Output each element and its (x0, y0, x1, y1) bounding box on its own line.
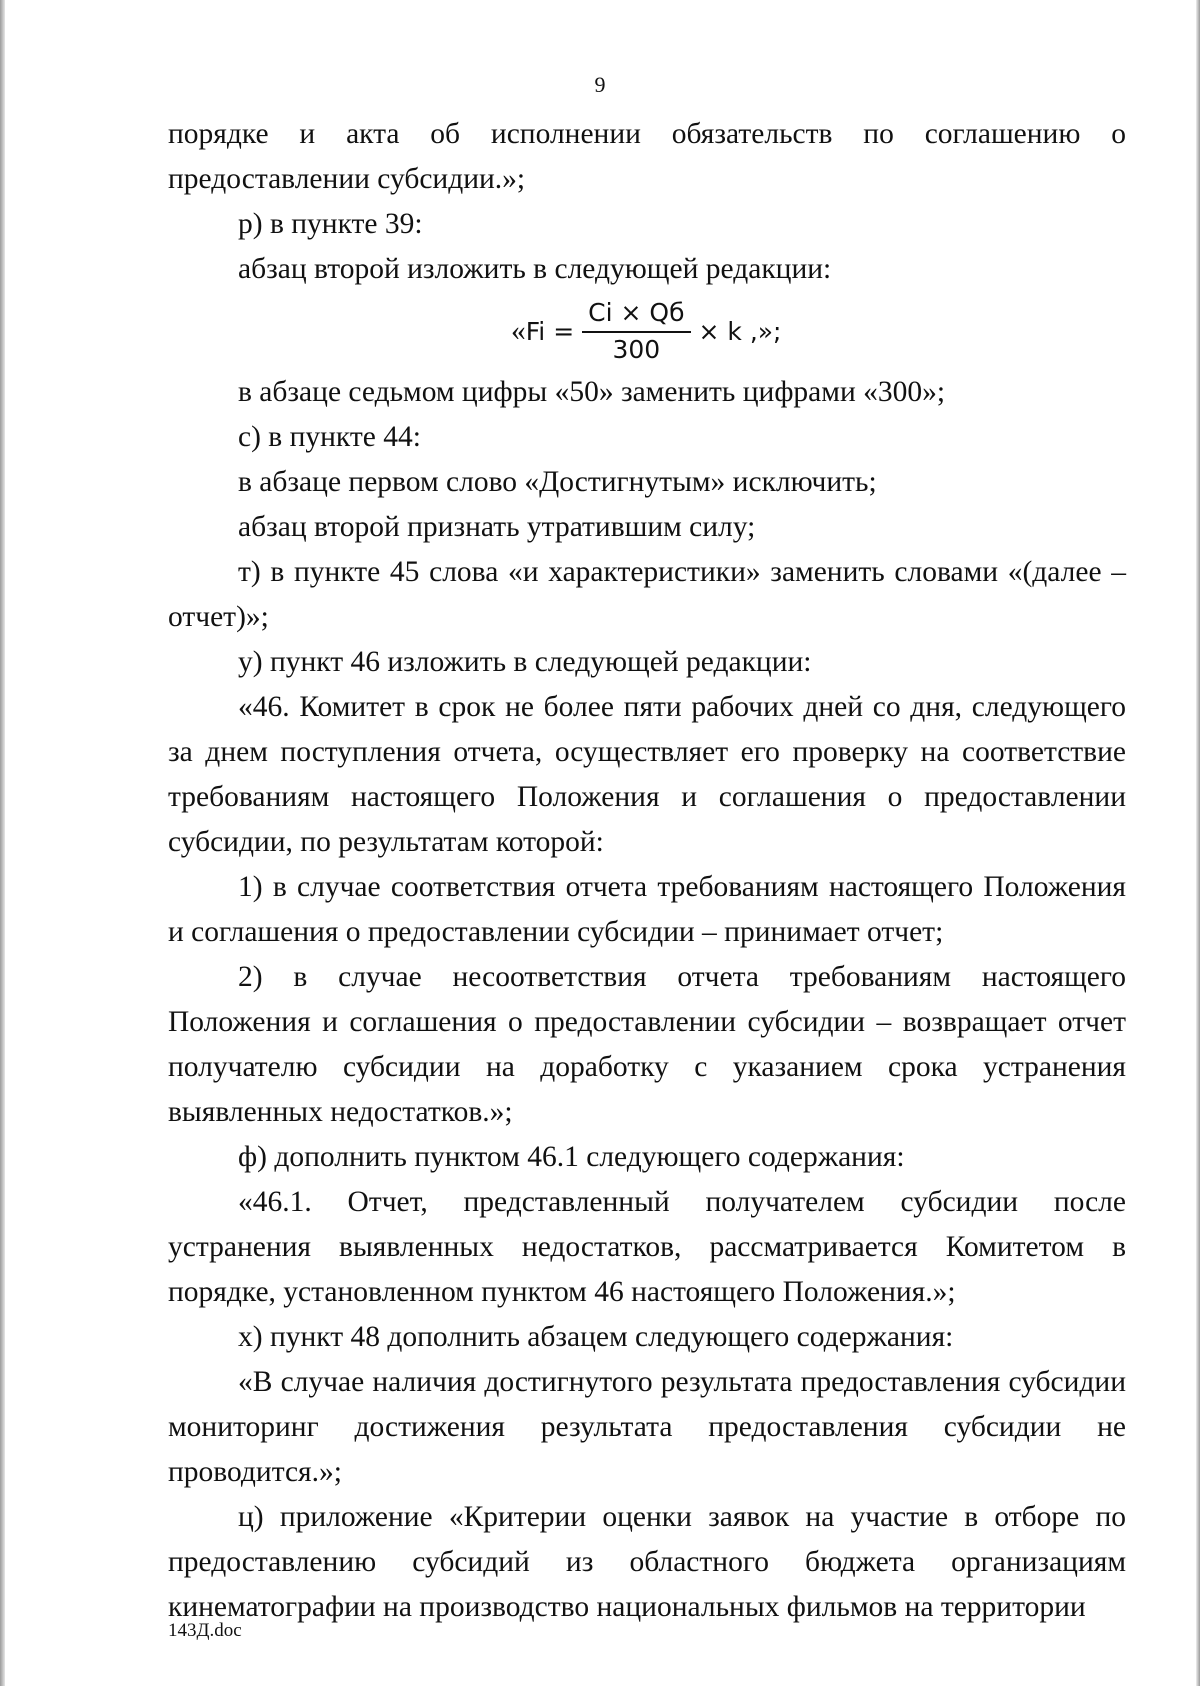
paragraph-item-f: ф) дополнить пунктом 46.1 следующего содержания: (238, 1141, 905, 1173)
formula-open-quote: « (511, 314, 526, 347)
paragraph-item-r: р) в пункте 39: (238, 208, 423, 240)
paragraph-subitem-2: 2) в случае несоответствия отчета требованиям настоящего Положения и соглашения о предоставлении субсидии – возвращает отчет получателю субсидии на доработку с указанием срока устранения выявленных недостатков.»; (168, 961, 1126, 1128)
formula-numerator: Ci × Qб (582, 300, 690, 333)
paragraph-point-46-1: «46.1. Отчет, представленный получателем субсидии после устранения выявленных недостатков, рассматривается Комитетом в порядке, установленном пунктом 46 настоящего Положения.»; (168, 1186, 1126, 1308)
paragraph-item-t: т) в пункте 45 слова «и характеристики» заменить словами «(далее – отчет)»; (168, 556, 1126, 633)
formula-rhs: × k ,»; (698, 316, 782, 346)
paragraph-monitoring: «В случае наличия достигнутого результата предоставления субсидии мониторинг достижения результата предоставления субсидии не проводится.»; (168, 1366, 1126, 1488)
file-name-footer: 143Д.doc (168, 1620, 242, 1641)
paragraph-subitem-1: 1) в случае соответствия отчета требованиям настоящего Положения и соглашения о предоставлении субсидии – принимает отчет; (168, 871, 1126, 948)
formula-fraction (582, 300, 690, 362)
formula-lhs: Fi = (525, 316, 575, 346)
paragraph-abzac-second: абзац второй изложить в следующей редакции: (238, 253, 832, 285)
page-number: 9 (594, 72, 606, 97)
formula-fi (168, 292, 1126, 370)
scan-edge-left (0, 0, 5, 1686)
paragraph-point-46: «46. Комитет в срок не более пяти рабочих дней со дня, следующего за днем поступления отчета, осуществляет его проверку на соответствие требованиям настоящего Положения и соглашения о предоставлении субсидии, по результатам которой: (168, 691, 1126, 858)
scan-edge-right (1196, 0, 1200, 1686)
paragraph-item-u: у) пункт 46 изложить в следующей редакции: (238, 646, 812, 678)
paragraph-abzac-seventh: в абзаце седьмом цифры «50» заменить цифрами «300»; (238, 376, 946, 408)
paragraph-continuation: порядке и акта об исполнении обязательств по соглашению о предоставлении субсидии.»; (168, 118, 1126, 195)
paragraph-abzac-first: в абзаце первом слово «Достигнутым» исключить; (238, 466, 877, 498)
paragraph-abzac-second-void: абзац второй признать утратившим силу; (238, 511, 756, 543)
paragraph-item-h: х) пункт 48 дополнить абзацем следующего содержания: (238, 1321, 954, 1353)
paragraph-item-ts: ц) приложение «Критерии оценки заявок на участие в отборе по предоставлению субсидий из областного бюджета организациям кинематографии на производство национальных фильмов на территории (168, 1501, 1126, 1623)
paragraph-item-s: с) в пункте 44: (238, 421, 421, 453)
document-body (168, 112, 1126, 1630)
formula-denominator: 300 (612, 335, 661, 364)
